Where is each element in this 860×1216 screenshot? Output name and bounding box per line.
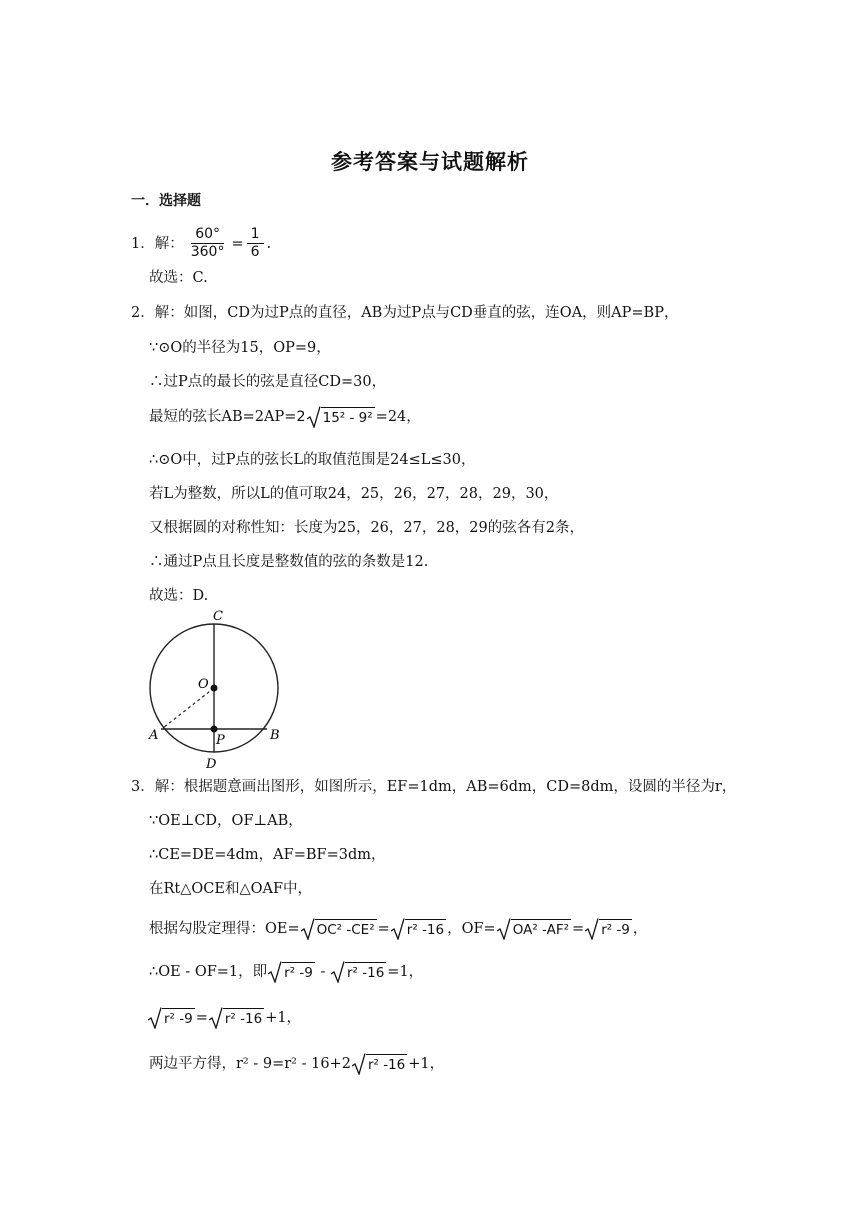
q2-line-3: ∴过P点的最长的弦是直径CD=30，: [149, 374, 387, 390]
label-o: O: [198, 677, 209, 692]
q3-line-8-prefix: 两边平方得，r² - 9=r² - 16+2: [149, 1056, 351, 1072]
q1-prefix: 1．解：: [131, 235, 184, 252]
circle-chord-diagram: [144, 608, 294, 773]
sqrt-expression: [331, 961, 386, 983]
section-heading: 一．选择题: [131, 193, 201, 209]
radicand: 15² - 9²: [321, 407, 375, 428]
q2-line-6: 若L为整数，所以L的值可取24，25，26，27，28，29，30，: [149, 486, 559, 502]
radical-sign-icon: [585, 918, 599, 940]
sqrt-expression: [301, 918, 377, 940]
q2-line-2: ∵⊙O的半径为15，OP=9，: [149, 340, 331, 356]
radicand: r² -16: [345, 962, 386, 983]
q1-numerator: 60°: [191, 226, 224, 244]
q2-line-4: [149, 406, 421, 428]
q3-line-4: 在Rt△OCE和△OAF中，: [149, 881, 313, 897]
q3-line-3: ∴CE=DE=4dm，AF=BF=3dm，: [149, 847, 386, 863]
radical-sign-icon: [497, 918, 511, 940]
sqrt-expression: [209, 1007, 264, 1029]
q1-denominator: 360°: [190, 244, 225, 260]
sqrt-expression: [307, 406, 375, 428]
label-p: P: [216, 733, 225, 748]
label-d: D: [206, 757, 217, 772]
q3-line-5: [149, 918, 647, 940]
q3-line-6-end: =1，: [387, 964, 424, 980]
q3-line-5-mid: ，OF=: [447, 921, 496, 937]
page-title: 参考答案与试题解析: [331, 150, 529, 174]
q1-result-numerator: 1: [247, 226, 264, 244]
radius-oa-dashed: [163, 688, 214, 728]
q3-line-1: 3．解：根据题意画出图形，如图所示，EF=1dm，AB=6dm，CD=8dm，设圆的半径为r，: [131, 779, 737, 795]
q1-equals: =: [231, 235, 244, 252]
q1-answer: 故选：C.: [149, 270, 208, 286]
label-b: B: [270, 728, 280, 743]
q1-fraction-angle: [187, 226, 229, 261]
radicand: r² -9: [162, 1008, 195, 1029]
q3-line-5-end: ，: [632, 921, 648, 937]
q3-line-6-prefix: ∴OE - OF=1，即: [149, 964, 268, 980]
sqrt-expression: [352, 1053, 407, 1075]
minus-sign: -: [315, 964, 330, 980]
sqrt-expression: [391, 918, 446, 940]
q1-result-denominator: 6: [250, 244, 260, 260]
sqrt-expression: [268, 961, 315, 983]
q3-line-7: [147, 1007, 301, 1029]
q2-line-4-coef: 2: [296, 409, 306, 425]
radical-sign-icon: [391, 918, 405, 940]
q3-line-6: [149, 961, 423, 983]
sqrt-expression: [585, 918, 632, 940]
radical-sign-icon: [331, 961, 345, 983]
q2-line-5: ∴⊙O中，过P点的弦长L的取值范围是24≤L≤30，: [149, 452, 476, 468]
q3-line-2: ∵OE⊥CD，OF⊥AB，: [149, 813, 303, 829]
center-point-o: [211, 685, 218, 692]
q2-line-1: 2．解：如图，CD为过P点的直径，AB为过P点与CD垂直的弦，连OA，则AP=BP，: [131, 305, 679, 321]
equals-sign: =: [377, 921, 390, 937]
sqrt-expression: [148, 1007, 195, 1029]
q2-line-7: 又根据圆的对称性知：长度为25，26，27，28，29的弦各有2条，: [149, 520, 584, 536]
q1-solution-line: [131, 226, 271, 261]
radicand: r² -9: [282, 962, 315, 983]
point-p: [211, 726, 218, 733]
q3-line-8: [149, 1053, 444, 1075]
q3-line-5-prefix: 根据勾股定理得：OE=: [149, 921, 300, 937]
radicand: r² -16: [405, 919, 446, 940]
q1-fraction-result: [247, 226, 264, 261]
radicand: r² -16: [223, 1008, 264, 1029]
q2-line-4-suffix: =24，: [375, 409, 421, 425]
q2-line-8: ∴通过P点且长度是整数值的弦的条数是12.: [149, 554, 429, 570]
sqrt-expression: [497, 918, 571, 940]
equals-sign: =: [572, 921, 585, 937]
label-c: C: [213, 609, 223, 624]
radical-sign-icon: [307, 406, 321, 428]
q2-line-4-prefix: 最短的弦长AB=2AP=: [149, 409, 297, 425]
label-a: A: [149, 728, 159, 743]
radical-sign-icon: [268, 961, 282, 983]
equals-sign: =: [195, 1010, 208, 1026]
radical-sign-icon: [301, 918, 315, 940]
q2-answer: 故选：D.: [149, 588, 209, 604]
radical-sign-icon: [352, 1053, 366, 1075]
radical-sign-icon: [209, 1007, 223, 1029]
q1-period: .: [266, 235, 272, 252]
radicand: OA² -AF²: [511, 919, 571, 940]
radical-sign-icon: [148, 1007, 162, 1029]
radicand: OC² -CE²: [315, 919, 377, 940]
q3-line-7-end: +1，: [265, 1010, 302, 1026]
radicand: r² -9: [599, 919, 632, 940]
radicand: r² -16: [366, 1054, 407, 1075]
q3-line-8-end: +1，: [408, 1056, 445, 1072]
